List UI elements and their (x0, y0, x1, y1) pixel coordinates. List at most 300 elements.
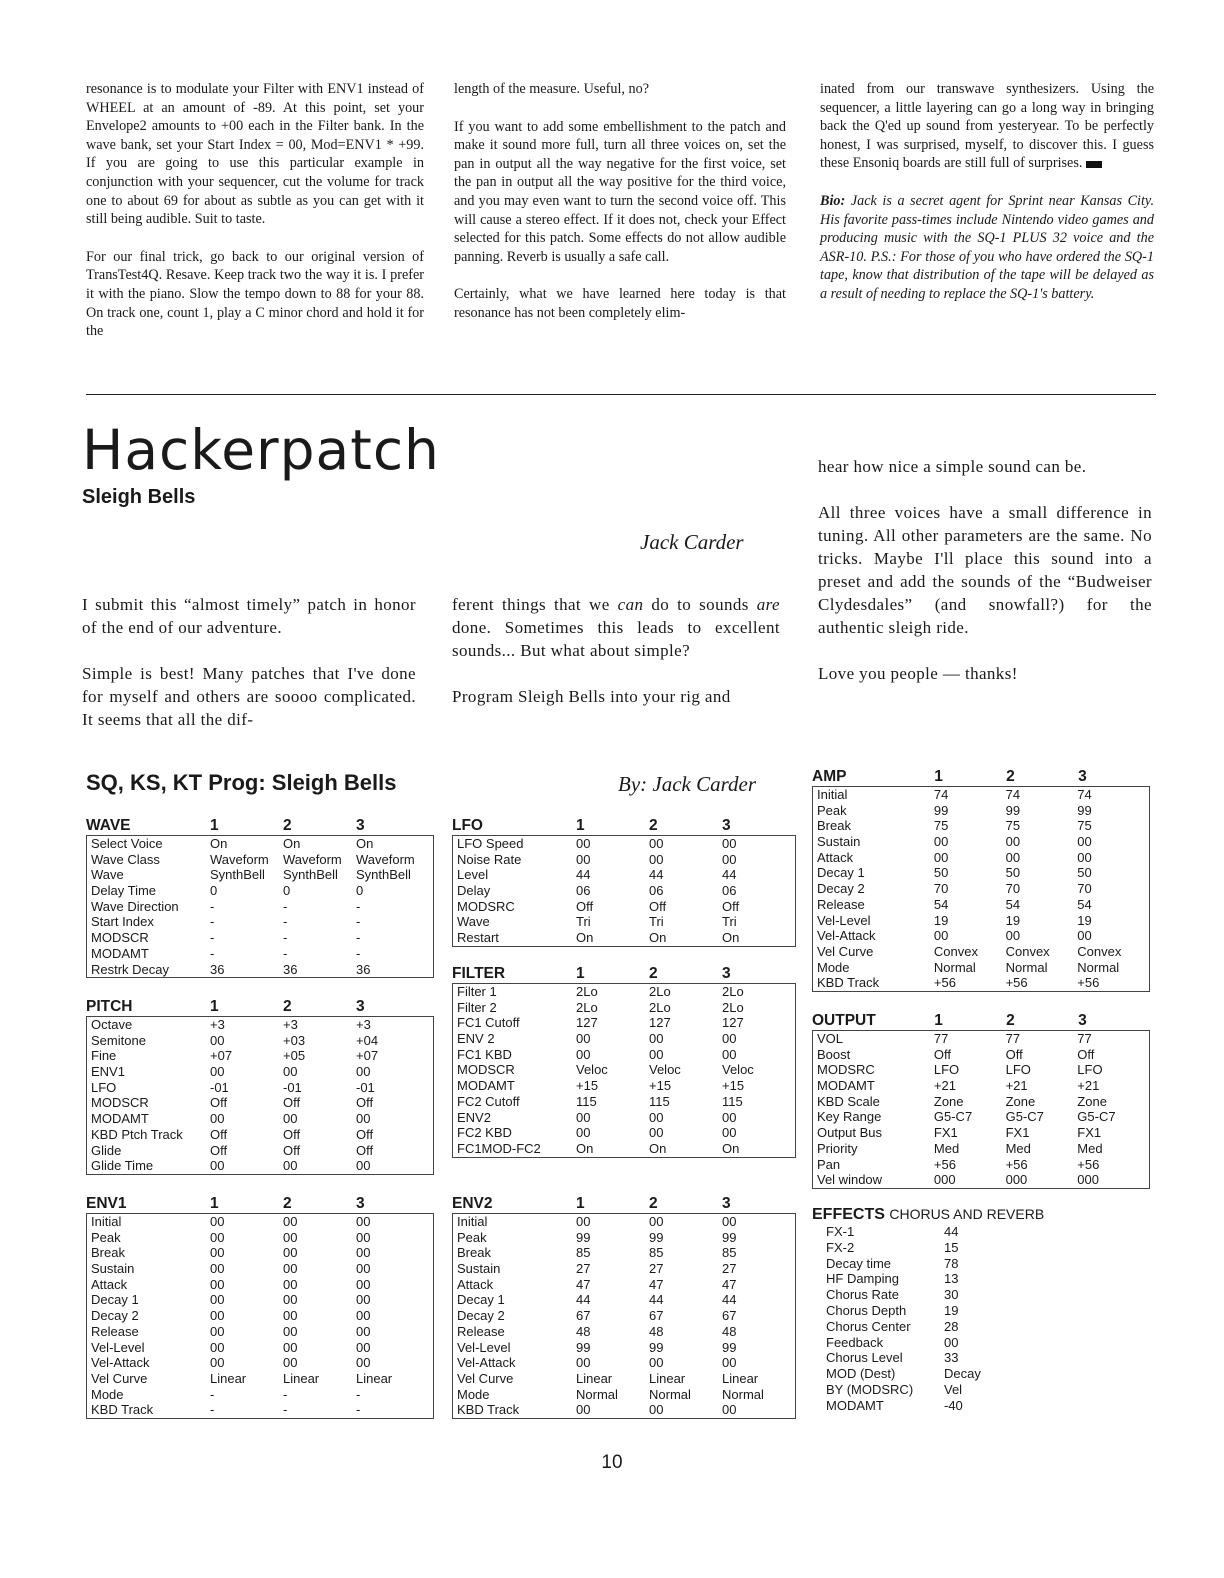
param-value: FX1 (1077, 1125, 1102, 1141)
param-label: Sustain (457, 1261, 501, 1277)
param-label: MODAMT (91, 1111, 149, 1127)
param-value: 99 (576, 1339, 591, 1355)
param-value: Convex (1077, 943, 1122, 959)
table-row (87, 1214, 433, 1230)
param-value: 06 (649, 883, 664, 899)
param-label: MODAMT (457, 1078, 515, 1094)
param-label: FC2 Cutoff (457, 1093, 520, 1109)
param-label: ENV1 (91, 1064, 125, 1080)
param-label: Fine (91, 1048, 117, 1064)
table-row (453, 1094, 795, 1110)
effect-label: BY (MODSRC) (826, 1381, 914, 1397)
top-column-3 (820, 80, 1154, 323)
param-value: On (576, 1140, 594, 1156)
param-value: +21 (933, 1078, 956, 1094)
table-row (87, 1064, 433, 1080)
table-row (453, 1141, 795, 1157)
param-value: 00 (283, 1245, 298, 1261)
param-value: 27 (722, 1261, 737, 1277)
paragraph: length of the measure. Useful, no? (454, 81, 650, 97)
param-label: Decay 2 (817, 881, 865, 897)
param-value: 0 (283, 883, 291, 899)
param-value: 85 (722, 1245, 737, 1261)
param-value: 54 (1077, 896, 1092, 912)
param-value: +21 (1005, 1078, 1028, 1094)
param-value: Off (283, 1095, 301, 1111)
table-body (812, 786, 1150, 992)
param-label: Mode (91, 1386, 124, 1402)
param-value: Off (1005, 1046, 1023, 1062)
table-row (813, 881, 1149, 897)
table-row (87, 1387, 433, 1403)
effect-value: 13 (944, 1271, 959, 1287)
param-label: FC1 Cutoff (457, 1015, 520, 1031)
param-label: Vel window (817, 1172, 883, 1188)
voice-column-header: 2 (649, 965, 658, 982)
effects-rows (812, 1224, 1044, 1414)
table-row (453, 1308, 795, 1324)
effect-value: Decay (944, 1366, 981, 1382)
param-value: 00 (356, 1355, 371, 1371)
param-value: On (283, 836, 301, 851)
param-value: 127 (649, 1015, 671, 1031)
effect-value: 19 (944, 1302, 959, 1318)
param-value: Normal (1077, 959, 1120, 975)
voice-column-header: 3 (1078, 768, 1087, 785)
table-row (453, 1031, 795, 1047)
param-value: - (356, 945, 361, 961)
param-value: SynthBell (283, 867, 338, 883)
paragraph-text: inated from our transwave synthesizers. Using the sequencer, a little layering can go a long way in bringing back the Q'ed up sound from yesteryear. To be perfectly honest, I was surprised, myself, to discover this. I guess these Ensoniq boards are still full of surprises. (820, 81, 1154, 172)
table-row (87, 1402, 433, 1418)
param-value: -01 (210, 1079, 229, 1095)
param-value: 00 (576, 1046, 591, 1062)
param-value: +56 (933, 1156, 956, 1172)
param-value: 00 (722, 1031, 737, 1047)
param-value: 00 (283, 1339, 298, 1355)
param-value: +56 (1005, 975, 1028, 991)
table-row (813, 1125, 1149, 1141)
table-row (87, 1324, 433, 1340)
param-label: Output Bus (817, 1125, 883, 1141)
param-value: 2Lo (722, 999, 744, 1015)
table-row (453, 1387, 795, 1403)
param-value: 00 (576, 1402, 591, 1418)
paragraph: Program Sleigh Bells into your rig and (452, 687, 731, 706)
table-header (452, 816, 796, 835)
param-value: +07 (356, 1048, 379, 1064)
table-row (813, 1031, 1149, 1047)
param-value: 00 (210, 1158, 225, 1174)
table-header (452, 964, 796, 983)
paragraph: Simple is best! Many patches that I've done for myself and others are soooo complicated. It seems that all the dif- (82, 664, 416, 729)
param-value: 00 (649, 1214, 664, 1229)
effects-title: EFFECTS (812, 1206, 885, 1223)
param-value: FX1 (1005, 1125, 1030, 1141)
table-row (453, 1402, 795, 1418)
voice-column-header: 2 (283, 817, 292, 834)
table-row (813, 1047, 1149, 1063)
param-label: Boost (817, 1046, 851, 1062)
param-value: 00 (722, 851, 737, 867)
param-value: 75 (1005, 818, 1021, 834)
param-value: 00 (1005, 834, 1021, 850)
param-value: 00 (283, 1323, 298, 1339)
param-value: Linear (356, 1370, 393, 1386)
param-value: On (576, 930, 594, 946)
param-value: LFO (1005, 1062, 1031, 1078)
param-value: Normal (933, 959, 976, 975)
param-value: Convex (1005, 943, 1050, 959)
param-value: 85 (649, 1245, 664, 1261)
param-label: Vel-Level (817, 912, 871, 928)
param-label: LFO (91, 1079, 117, 1095)
param-value: 00 (356, 1308, 371, 1324)
param-value: 00 (210, 1064, 225, 1080)
effects-row (812, 1287, 1044, 1303)
param-value: 00 (356, 1229, 371, 1245)
program-title: SQ, KS, KT Prog: Sleigh Bells (86, 770, 397, 795)
paragraph: I submit this “almost timely” patch in honor of the end of our adventure. (82, 595, 416, 637)
param-label: Release (91, 1323, 139, 1339)
param-value: 00 (933, 928, 949, 944)
table-row (813, 818, 1149, 834)
table-row (453, 930, 795, 946)
voice-column-header: 1 (576, 817, 585, 834)
param-label: Vel Curve (457, 1370, 514, 1386)
table-row (453, 1000, 795, 1016)
param-value: 00 (356, 1064, 371, 1080)
param-value: Med (1005, 1140, 1031, 1156)
param-label: MODAMT (91, 945, 149, 961)
effects-subtitle: CHORUS AND REVERB (889, 1206, 1045, 1222)
section-divider (86, 394, 1156, 395)
param-value: Waveform (356, 851, 415, 867)
param-value: 00 (283, 1158, 298, 1174)
paragraph: Certainly, what we have learned here today is that resonance has not been completely elim- (454, 286, 786, 321)
table-row (813, 975, 1149, 991)
param-value: Med (1077, 1140, 1103, 1156)
table-row (453, 867, 795, 883)
param-value: 00 (356, 1214, 371, 1229)
param-value: Off (356, 1142, 374, 1158)
param-value: 00 (722, 1214, 737, 1229)
table-body (86, 1016, 434, 1175)
param-value: 00 (722, 1125, 737, 1141)
article-title: Hackerpatch (82, 418, 440, 482)
param-value: 54 (933, 896, 949, 912)
param-label: Peak (457, 1229, 487, 1245)
param-value: 00 (576, 1031, 591, 1047)
effect-value: Vel (944, 1381, 963, 1397)
param-value: 99 (649, 1229, 664, 1245)
param-value: Veloc (722, 1062, 754, 1078)
param-value: +3 (356, 1017, 371, 1032)
param-label: Pan (817, 1156, 841, 1172)
table-row (453, 914, 795, 930)
wave-table (86, 816, 434, 978)
table-row (813, 787, 1149, 803)
param-value: 99 (649, 1339, 664, 1355)
effect-value: 30 (944, 1287, 959, 1303)
param-value: 44 (576, 1292, 591, 1308)
article-column-1 (82, 593, 416, 754)
param-label: FC1 KBD (457, 1046, 512, 1062)
effects-row (812, 1240, 1044, 1256)
param-value: 44 (722, 1292, 737, 1308)
param-value: 74 (933, 787, 949, 802)
param-label: Wave (457, 914, 490, 930)
param-value: 2Lo (649, 984, 671, 999)
table-row (453, 1125, 795, 1141)
param-value: 00 (356, 1292, 371, 1308)
table-row (813, 1141, 1149, 1157)
table-row (87, 1158, 433, 1174)
param-label: Release (817, 896, 865, 912)
param-value: 00 (210, 1323, 225, 1339)
param-value: 00 (210, 1214, 225, 1229)
param-value: 00 (576, 836, 591, 851)
effects-row (812, 1382, 1044, 1398)
param-value: 48 (722, 1323, 737, 1339)
param-value: Off (210, 1142, 228, 1158)
effect-label: MODAMT (826, 1397, 884, 1413)
param-value: 00 (576, 1355, 591, 1371)
param-value: 74 (1005, 787, 1021, 802)
table-row (453, 1214, 795, 1230)
param-label: Decay 2 (91, 1308, 139, 1324)
param-value: 00 (1077, 849, 1092, 865)
param-value: - (283, 930, 288, 946)
effect-label: Feedback (826, 1334, 884, 1350)
output-table (812, 1011, 1150, 1189)
param-value: On (649, 1140, 667, 1156)
table-row (813, 1062, 1149, 1078)
param-value: 00 (1077, 928, 1092, 944)
param-value: Med (933, 1140, 960, 1156)
table-row (87, 1355, 433, 1371)
voice-column-header: 3 (356, 1195, 365, 1212)
table-body (86, 1213, 434, 1419)
table-row (813, 1172, 1149, 1188)
param-value: +15 (649, 1078, 672, 1094)
param-label: MODSCR (91, 1095, 149, 1111)
param-label: Vel-Attack (91, 1355, 150, 1371)
param-value: 115 (649, 1093, 670, 1109)
param-value: +03 (283, 1032, 306, 1048)
end-mark-icon (1086, 161, 1102, 168)
table-row (87, 1371, 433, 1387)
table-title: ENV2 (452, 1195, 493, 1212)
param-label: MODSCR (457, 1062, 515, 1078)
table-row (453, 1110, 795, 1126)
voice-column-header: 3 (722, 817, 731, 834)
param-label: Initial (817, 787, 848, 802)
param-value: 00 (356, 1245, 371, 1261)
table-row (813, 865, 1149, 881)
voice-column-header: 3 (722, 965, 731, 982)
param-value: 47 (722, 1276, 737, 1292)
table-row (87, 1277, 433, 1293)
param-value: LFO (1077, 1062, 1103, 1078)
param-value: - (210, 1402, 215, 1418)
param-label: Glide (91, 1142, 122, 1158)
param-label: KBD Track (457, 1402, 520, 1418)
param-value: Off (933, 1046, 951, 1062)
param-value: 00 (210, 1339, 225, 1355)
param-value: Linear (210, 1370, 247, 1386)
param-label: Decay 1 (91, 1292, 139, 1308)
table-row (453, 1261, 795, 1277)
table-row (87, 1048, 433, 1064)
param-value: 77 (933, 1031, 949, 1046)
param-value: On (210, 836, 228, 851)
param-value: 00 (1005, 928, 1021, 944)
param-value: On (722, 1140, 740, 1156)
param-value: 115 (576, 1093, 597, 1109)
param-value: 00 (933, 849, 949, 865)
param-label: KBD Ptch Track (91, 1126, 183, 1142)
table-body (452, 835, 796, 947)
param-value: +05 (283, 1048, 306, 1064)
table-header (812, 1011, 1150, 1030)
param-value: 00 (722, 1355, 737, 1371)
param-value: 00 (722, 1109, 737, 1125)
text: ferent things that we (452, 595, 618, 614)
param-label: Delay Time (91, 883, 157, 899)
table-header (452, 1194, 796, 1213)
param-value: 2Lo (649, 999, 671, 1015)
param-label: ENV2 (457, 1109, 491, 1125)
param-value: 27 (576, 1261, 591, 1277)
table-row (87, 1095, 433, 1111)
table-row (87, 946, 433, 962)
top-column-1 (86, 80, 424, 360)
param-label: Decay 1 (817, 865, 865, 881)
param-value: Off (283, 1126, 301, 1142)
param-label: Level (457, 867, 489, 883)
param-value: 75 (1077, 818, 1092, 834)
param-label: Noise Rate (457, 851, 522, 867)
table-row (453, 852, 795, 868)
param-value: - (356, 930, 361, 946)
param-value: 99 (576, 1229, 591, 1245)
param-value: 36 (283, 961, 298, 977)
param-value: 00 (576, 1109, 591, 1125)
param-label: MODAMT (817, 1078, 875, 1094)
param-value: - (210, 945, 215, 961)
table-row (87, 1033, 433, 1049)
param-value: 00 (283, 1308, 298, 1324)
table-row (453, 1078, 795, 1094)
param-value: - (283, 945, 288, 961)
param-value: On (649, 930, 667, 946)
param-label: Decay 1 (457, 1292, 505, 1308)
param-label: Vel Curve (91, 1370, 148, 1386)
table-row (813, 913, 1149, 929)
effect-label: Chorus Level (826, 1350, 903, 1366)
param-label: Wave Direction (91, 898, 179, 914)
effects-row (812, 1366, 1044, 1382)
param-value: 00 (356, 1261, 371, 1277)
param-value: 00 (649, 1355, 664, 1371)
param-label: Priority (817, 1140, 858, 1156)
param-value: - (283, 1386, 288, 1402)
param-value: SynthBell (210, 867, 265, 883)
param-label: Attack (91, 1276, 128, 1292)
param-value: 00 (649, 836, 664, 851)
param-value: 00 (283, 1214, 298, 1229)
param-label: Wave (91, 867, 124, 883)
voice-column-header: 2 (1006, 1012, 1015, 1029)
param-value: Zone (1077, 1093, 1107, 1109)
param-value: 00 (283, 1276, 298, 1292)
table-row (87, 1245, 433, 1261)
lfo-table (452, 816, 796, 947)
table-row (453, 1245, 795, 1261)
table-row (87, 1292, 433, 1308)
param-value: 00 (356, 1276, 371, 1292)
param-value: 00 (722, 1046, 737, 1062)
table-row (453, 899, 795, 915)
voice-column-header: 3 (356, 817, 365, 834)
param-value: 00 (283, 1292, 298, 1308)
param-value: Tri (576, 914, 591, 930)
param-value: - (283, 898, 288, 914)
param-label: Vel-Level (457, 1339, 511, 1355)
param-value: 99 (722, 1339, 737, 1355)
effect-label: MOD (Dest) (826, 1366, 896, 1382)
param-value: Normal (576, 1386, 618, 1402)
param-value: 000 (1077, 1172, 1099, 1188)
param-label: Vel Curve (817, 943, 874, 959)
voice-column-header: 1 (934, 768, 943, 785)
param-value: 74 (1077, 787, 1092, 802)
paragraph: All three voices have a small difference in tuning. All other parameters are the same. No tricks. Maybe I'll place this sound into a preset and add the sounds of the “Budweiser Clydesdales” (and snowfall?) for the authentic sleigh ride. (818, 503, 1152, 637)
param-value: - (356, 1386, 361, 1402)
param-value: SynthBell (356, 867, 411, 883)
table-header (86, 997, 434, 1016)
param-value: 00 (283, 1261, 298, 1277)
article-column-2 (452, 593, 780, 731)
param-value: 44 (576, 867, 591, 883)
param-value: 54 (1005, 896, 1021, 912)
param-value: Waveform (283, 851, 342, 867)
effects-row (812, 1319, 1044, 1335)
param-value: - (210, 898, 215, 914)
table-row (813, 960, 1149, 976)
param-value: 2Lo (722, 984, 744, 999)
table-title: WAVE (86, 817, 131, 834)
table-row (813, 1078, 1149, 1094)
table-header (86, 816, 434, 835)
param-value: 000 (1005, 1172, 1028, 1188)
effects-row (812, 1256, 1044, 1272)
param-value: 00 (283, 1064, 298, 1080)
param-value: 99 (1077, 802, 1092, 818)
param-label: KBD Track (91, 1402, 154, 1418)
param-value: 47 (649, 1276, 664, 1292)
param-label: Semitone (91, 1032, 146, 1048)
param-value: 48 (649, 1323, 664, 1339)
param-value: +3 (210, 1017, 225, 1032)
param-value: 00 (210, 1276, 225, 1292)
voice-column-header: 2 (649, 817, 658, 834)
param-value: 19 (1005, 912, 1021, 928)
effect-value: 44 (944, 1224, 959, 1239)
param-label: Mode (457, 1386, 490, 1402)
param-label: Break (817, 818, 851, 834)
